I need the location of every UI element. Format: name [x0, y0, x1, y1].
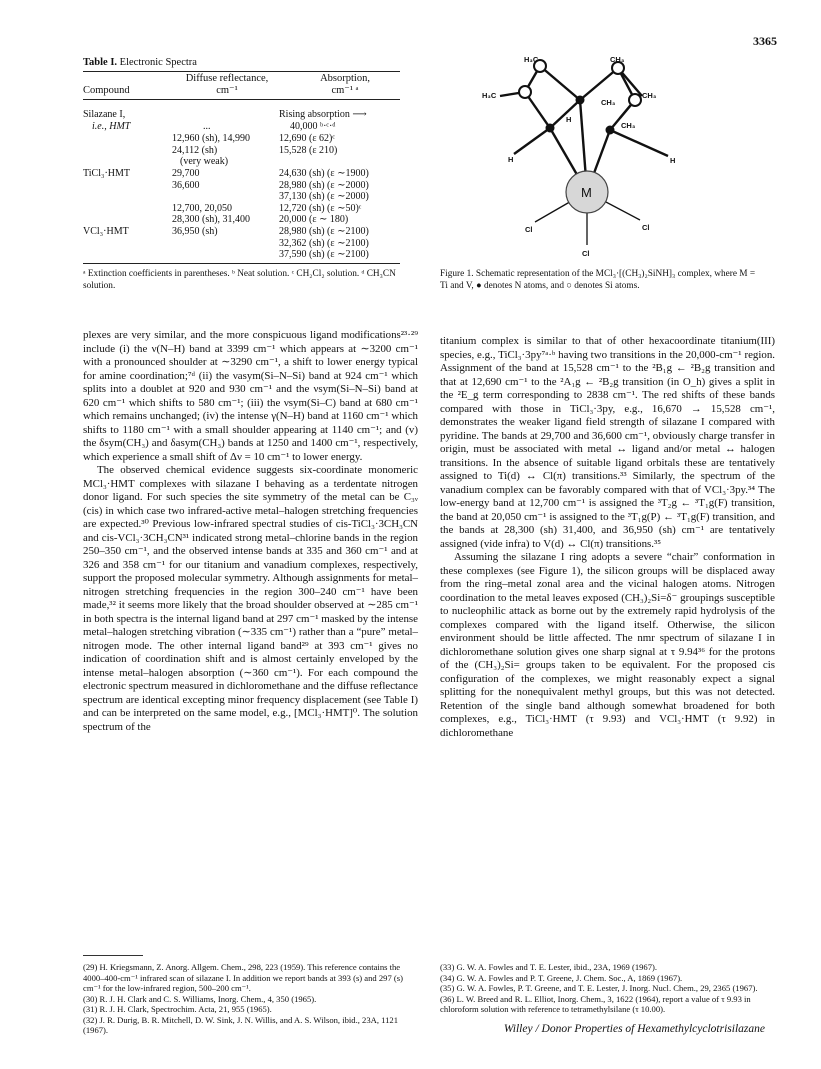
running-footer: Willey / Donor Properties of Hexamethylcyclotrisilazane [503, 1023, 765, 1035]
table-absorption-cell: 37,590 (sh) (ε ∼2100) [279, 249, 369, 260]
reference-item: (32) J. R. Durig, B. R. Mitchell, D. W. Sink, J. N. Willis, and A. S. Wilson, ibid., 23A, 1121 (1967). [83, 1014, 398, 1035]
reference-item: (33) G. W. A. Fowles and T. E. Lester, ibid., 23A, 1969 (1967). [440, 962, 658, 972]
table-compound-cell: VCl₃·HMT [83, 226, 129, 237]
left-column [83, 329, 418, 734]
paragraph: titanium complex is similar to that of other hexacoordinate titanium(III) species, e.g., TiCl₃·3py⁷ᵃ·ᵇ having two transitions in the 20,000-cm⁻¹ region. Assignment of the band at 15,528 cm⁻¹ to the ²B₁g ← ²B₂g transition and that at 12,690 cm⁻¹ to the ²A₁g ← ²B₂g transition (in O_h) gives a split in the ²E_g term corresponding to 2838 cm⁻¹. The red shifts of these bands compared with those in TiCl₃·3py, e.g., 16,670 → 15,528 cm⁻¹, demonstrates the weaker ligand field strength of silazane I compared with pyridine. The bands at 29,700 and 36,600 cm⁻¹, obviously charge transfer in origin, must be associated with metal ↔ ligand and/or metal ↔ halogen transitions. In the absence of suitable ligand orbitals these are tentatively assigned to Ti(d) ↔ Cl(π) transitions.³³ Similarly, the spectrum of the vanadium complex can be favorably compared with that of VCl₃·3py.³⁴ The low-energy band at 12,700 cm⁻¹ is assigned the ³T₂g ← ³T₁g(F) transition, the band at 20,050 cm⁻¹ is assigned to the ³T₁g(P) ← ³T₁g(F) transition, and the bands at 28,300 (sh) 31,400, and 36,950 (sh) cm⁻¹ are tentatively assigned (vide infra) to V(d) ↔ Cl(π) transitions.³⁵ [440, 335, 775, 550]
table-diffuse-cell: 24,112 (sh) [172, 145, 218, 156]
table-header-rule [83, 99, 400, 100]
table-title-text: Electronic Spectra [119, 57, 197, 68]
header-diffuse [172, 73, 282, 97]
table-absorption-cell: 20,000 (ε ∼ 180) [279, 214, 349, 225]
table-compound-cell: i.e., HMT [92, 121, 131, 132]
references-left [83, 962, 413, 1036]
label-h3c-left: H₃C [482, 91, 497, 100]
paragraph: The observed chemical evidence suggests six-coordinate monomeric MCl₃·HMT complexes with silazane I behaving as a terdentate nitrogen donor ligand. For such species the site symmetry of the metal can be C₃ᵥ (cis) in which case two infrared-active metal–halogen stretching frequencies are expected.³⁰ Previous low-infrared spectral studies of cis-TiCl₃·3CH₃CN and cis-VCl₃·3CH₃CN³¹ indicated strong metal–chlorine bands in the region 250–350 cm⁻¹, and the observed intense bands at 335 and 360 cm⁻¹ and at 326 and 358 cm⁻¹ for our titanium and vanadium complexes, respectively, support the proposed molecular symmetry. Although assignments for metal–nitrogen stretching frequencies in the region 300–240 cm⁻¹ have been made,³² it seems more likely that the broad shoulder observed at ∼285 cm⁻¹ in both spectra is the internal ligand band at 297 cm⁻¹ masked by the intense metal–halogen stretching vibration (∼335 cm⁻¹) rather than a “pure” metal–nitrogen mode. The other internal ligand band²⁹ at 393 cm⁻¹ gives no indication of coordination shift and is almost certainly enveloped by the intense metal–halogen absorption (∼360 cm⁻¹). For each compound the electronic spectrum measured in dichloromethane and the diffuse reflectance spectrum are identical excepting minor frequency displacement (see Table I) and can be interpreted on the same model, e.g., [MCl₃·HMT]⁰. The solution spectrum of the [83, 464, 418, 733]
table-diffuse-cell: 12,960 (sh), 14,990 [172, 133, 251, 144]
label-h3c-top: H₃C [524, 55, 539, 64]
paragraph: Assuming the silazane I ring adopts a severe “chair” conformation in these complexes (see Figure 1), the silicon groups will be displaced away from the ring–metal zonal area and the vicinal halogen atoms. Nitrogen coordination to the metal leaves exposed (CH₃)₂Si=δ⁻ groupings susceptible to nucleophilic attack as borne out by the extremely rapid hydrolysis of the complexes compared with the ligand itself. Otherwise, the silicon environment should be little affected. The nmr spectrum of silazane I in dichloromethane solution gives one sharp signal at τ 9.94³⁶ for the protons of the (CH₃)₂Si= groups taken to be equivalent. For the proposed cis configuration of the complexes, we might reasonably expect a signal splitting for the nonequivalent methyl groups, but this was not detected. Retention of the single band although somewhat broadened for both complexes, e.g., TiCl₃·HMT (τ 9.93) and VCl₃·HMT (τ 9.92) in dichloromethane [440, 551, 775, 739]
right-column [440, 335, 775, 740]
table-title-label: Table I. [83, 57, 118, 68]
table-top-rule [83, 71, 400, 72]
table-absorption-cell: 12,720 (sh) (ε ∼50)ᶜ [279, 203, 362, 214]
reference-item: (36) L. W. Breed and R. L. Elliot, Inorg. Chem., 3, 1622 (1964), report a value of τ 9.93 in chloroform solution with reference to tetramethylsilane (τ 10.00). [440, 993, 751, 1014]
header-absorption [300, 73, 390, 97]
figure-1-diagram [470, 50, 710, 262]
references-right [440, 962, 770, 1015]
label-cl-left: Cl [525, 225, 533, 234]
table-bottom-rule [83, 263, 400, 264]
table-diffuse-cell: 28,300 (sh), 31,400 [172, 214, 251, 225]
table-absorption-cell: Rising absorption ⟶ [279, 109, 367, 120]
table-absorption-cell: 40,000 ᵇ·ᶜ·ᵈ [290, 121, 336, 132]
label-ch3-right: CH₃ [642, 91, 657, 100]
label-cl-bottom: Cl [582, 249, 590, 258]
reference-item: (34) G. W. A. Fowles and P. T. Greene, J. Chem. Soc., A, 1869 (1967). [440, 972, 683, 983]
metal-label: M [581, 185, 592, 200]
header-diffuse-line2: cm⁻¹ [216, 85, 238, 96]
table-diffuse-cell: (very weak) [180, 156, 229, 167]
table-diffuse-cell: 29,700 [172, 168, 200, 179]
label-ch3-mid: CH₃ [601, 98, 616, 107]
table-diffuse-cell: 12,700, 20,050 [172, 203, 232, 214]
table-absorption-cell: 28,980 (sh) (ε ∼2000) [279, 180, 369, 191]
reference-item: (30) R. J. H. Clark and C. S. Williams, Inorg. Chem., 4, 350 (1965). [83, 993, 317, 1004]
table-diffuse-cell: 36,950 (sh) [172, 226, 218, 237]
reference-item: (29) H. Kriegsmann, Z. Anorg. Allgem. Chem., 298, 223 (1959). This reference contains the 4000–400-cm⁻¹ infrared scan of silazane I. In addition we report bands at 393 (s) and 297 (s) cm⁻¹ for the low-infrared region, 500–200 cm⁻¹. [83, 962, 403, 993]
header-absorption-line1: Absorption, [320, 73, 370, 84]
table-absorption-cell: 32,362 (sh) (ε ∼2100) [279, 238, 369, 249]
label-h-inner: H [566, 115, 572, 124]
label-h-left: H [508, 155, 514, 164]
header-diffuse-line1: Diffuse reflectance, [185, 73, 269, 84]
table-absorption-cell: 24,630 (sh) (ε ∼1900) [279, 168, 369, 179]
header-compound: Compound [83, 85, 130, 96]
table-title [83, 57, 197, 68]
header-absorption-line2: cm⁻¹ ᵃ [331, 85, 359, 96]
label-cl-right: Cl [642, 223, 650, 232]
table-absorption-cell: 37,130 (sh) (ε ∼2000) [279, 191, 369, 202]
page-number: 3365 [753, 34, 777, 48]
table-compound-cell: TiCl₃·HMT [83, 168, 131, 179]
table-absorption-cell: 15,528 (ε 210) [279, 145, 338, 156]
paragraph: plexes are very similar, and the more conspicuous ligand modifications²³·²⁹ include (i) the ν(N–H) band at 3399 cm⁻¹ which appears at ∼3200 cm⁻¹ with a pronounced shoulder at ∼3290 cm⁻¹, a shift to lower energy typical for amine coordination;⁷ᵈ (ii) the νasym(Si–N–Si) band at 924 cm⁻¹ which splits into a doublet at 920 and 930 cm⁻¹ and the νsym(Si–N–Si) band at 620 cm⁻¹ which shifts to 580 cm⁻¹; (iii) the νsym(Si–C) band at 680 cm⁻¹ which remains unchanged; (iv) the intense γ(N–H) band at 1160 cm⁻¹ which shifts to 1180 cm⁻¹ with a small shoulder appearing at 1140 cm⁻¹; and (v) the δsym(CH₃) and δasym(CH₃) bands at 1250 and 1400 cm⁻¹, respectively, which experience a small shift of Δν = 10 cm⁻¹ to lower energy. [83, 329, 418, 463]
table-absorption-cell: 12,690 (ε 62)ᶜ [279, 133, 335, 144]
table-compound-cell: Silazane I, [83, 109, 126, 120]
table-diffuse-cell: 36,600 [172, 180, 200, 191]
reference-item: (35) G. W. A. Fowles, P. T. Greene, and T. E. Lester, J. Inorg. Nucl. Chem., 29, 2365 (1967). [440, 983, 758, 993]
table-diffuse-cell: ... [203, 121, 211, 132]
label-ch3-top: CH₃ [610, 55, 625, 64]
table-absorption-cell: 28,980 (sh) (ε ∼2100) [279, 226, 369, 237]
table-footnote: ᵃ Extinction coefficients in parentheses. ᵇ Neat solution. ᶜ CH₂Cl₂ solution. ᵈ CH₃CN solution. [83, 269, 396, 291]
label-h-right: H [670, 156, 676, 165]
reference-item: (31) R. J. H. Clark, Spectrochim. Acta, 21, 955 (1965). [83, 1004, 272, 1014]
label-ch3-mid2: CH₃ [621, 121, 636, 130]
footnote-rule-left [83, 955, 143, 956]
figure-caption: Figure 1. Schematic representation of the MCl₃·[(CH₃)₂SiNH]₃ complex, where M = Ti and V, ● denotes N atoms, and ○ denotes Si atoms. [440, 269, 756, 291]
